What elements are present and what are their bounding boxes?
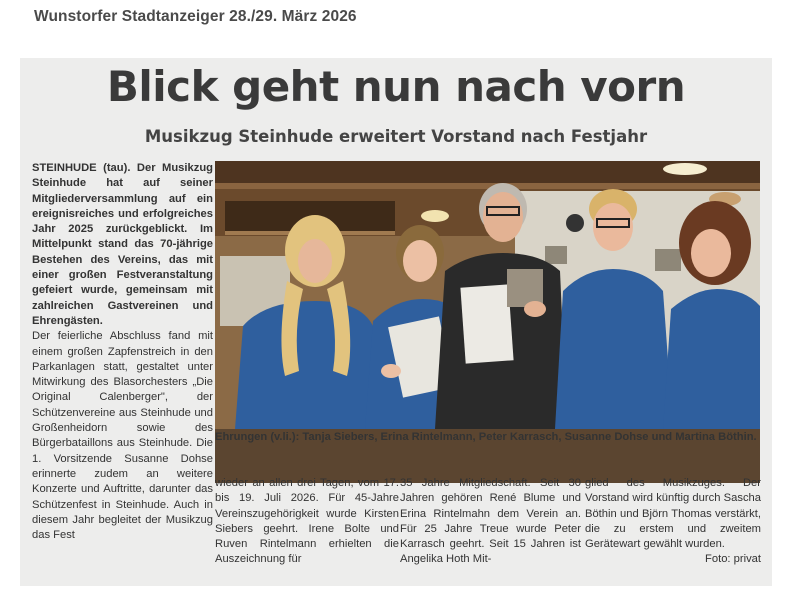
article-subheadline: Musikzug Steinhude erweitert Vorstand nach Festjahr xyxy=(144,127,648,146)
article-column-1 xyxy=(32,161,213,543)
article-lead: STEINHUDE (tau). Der Musikzug Steinhude hat auf seiner Mitgliederversammlung auf ein ereignisreiches und erfolgreiches Jahr 2025 zurückgeblickt. Im Mittelpunkt stand das 70-jährige Bestehen des Vereins, das mit einer großen Festveranstaltung gefeiert wurde, gemeinsam mit zahlreichen Gastvereinen und Ehrengästen. xyxy=(32,162,213,327)
article-column-3 xyxy=(400,476,581,568)
article-body-2: wieder an allen drei Tagen, vom 17. bis 19. Juli 2026. Für 45-Jahre Vereinszugehörigkeit wurde Kirsten Siebers geehrt. Irene Bolte und Ruven Rintelmann erhielten die Auszeichnung für xyxy=(215,477,399,566)
article-clipping xyxy=(20,58,772,586)
photo-caption: Ehrungen (v.li.): Tanja Siebers, Erina Rintelmann, Peter Karrasch, Susanne Dohse und Martina Böthin. xyxy=(215,431,757,443)
group-photo-image xyxy=(215,161,760,429)
article-column-4 xyxy=(585,476,761,568)
newspaper-masthead: Wunstorfer Stadtanzeiger 28./29. März 2026 xyxy=(34,8,357,25)
article-column-2 xyxy=(215,476,399,568)
article-body-4: glied des Musikzuges. Der Vorstand wird künftig durch Sascha Böthin und Björn Thomas verstärkt, die zu erstem und zweitem Gerätewart gewählt wurden. xyxy=(585,477,761,551)
photo-credit: Foto: privat xyxy=(705,553,761,566)
article-body-1: Der feierliche Abschluss fand mit einem großen Zapfenstreich in den Parkanlagen statt, gestaltet unter Mitwirkung des Blasorchesters „Die Original Calenberger", der Schützenvereine aus Steinhude und Großenheidorn sowie des Bürgerbataillons aus Steinhude. Die 1. Vorsitzende Susanne Dohse erinnerte zudem an weitere Konzerte und Auftritte, darunter das Schützenfest in Steinhude. Auch in diesem Jahr begleitet der Musikzug das Fest xyxy=(32,330,213,542)
article-body-3: 35 Jahre Mitgliedschaft. Seit 30 Jahren gehören René Blume und Erina Rintelmahn dem Verein an. Für 25 Jahre Treue wurde Peter Karrasch geehrt. Seit 15 Jahren ist Angelika Hoth Mit- xyxy=(400,477,581,566)
article-headline: Blick geht nun nach vorn xyxy=(106,62,686,111)
